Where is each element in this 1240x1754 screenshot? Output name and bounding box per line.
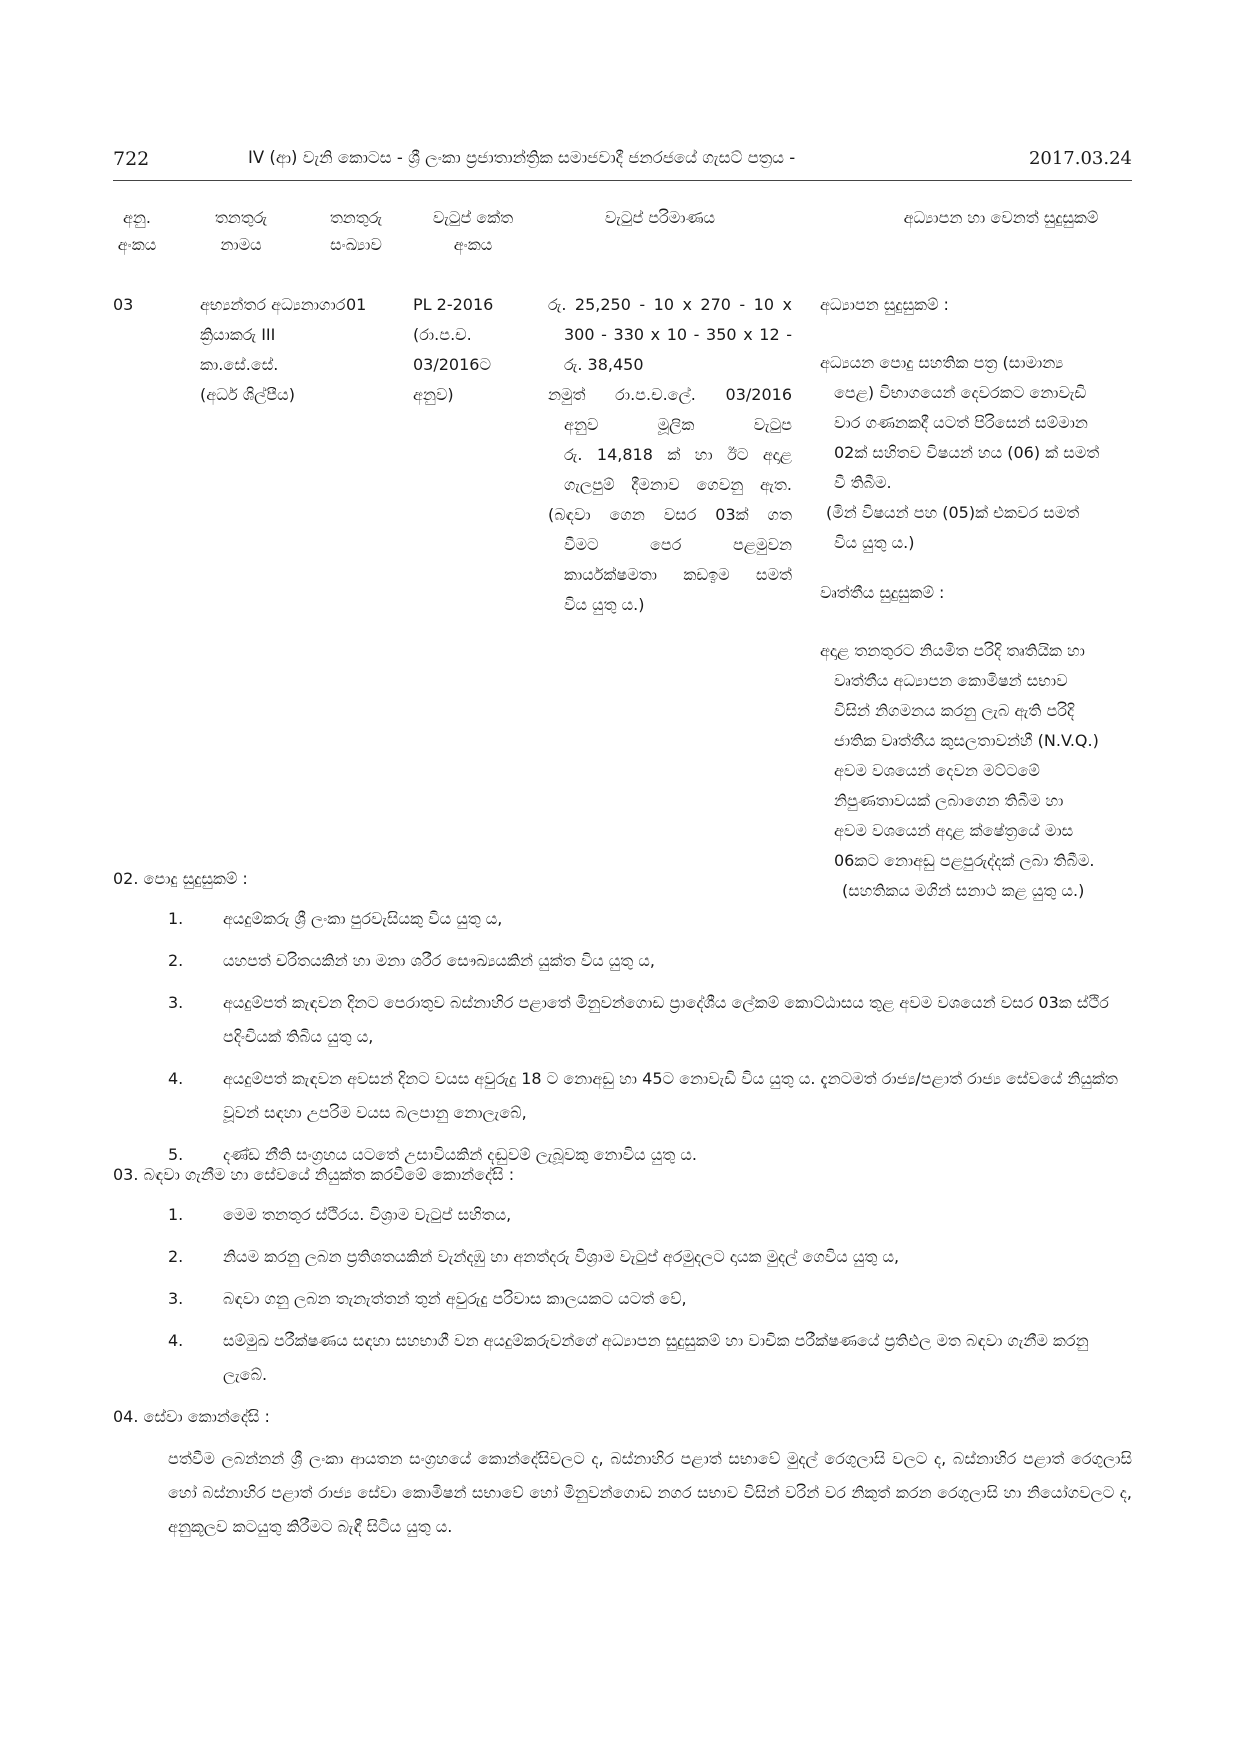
post-name-line: (අර්ධ ශිල්පීය) bbox=[200, 385, 295, 404]
edu-line: අධ්‍යයන පොදු සහතික පත්‍ර (සාමාන්‍ය bbox=[820, 353, 1064, 372]
item-number: 1. bbox=[168, 1205, 184, 1224]
list-item bbox=[113, 1282, 1132, 1316]
voc-line: (සහතිකය මගින් සනාථ කළ යුතු ය.) bbox=[842, 881, 1085, 900]
section-service-conditions bbox=[113, 1400, 1132, 1544]
salary-scale-line: රු. 25,250 - 10 x 270 - 10 x bbox=[548, 295, 792, 314]
spacer bbox=[820, 608, 1132, 636]
item-text: දණ්ඩ නීති සංග්‍රහය යටතේ උසාවියකින් දඬුවම් ලැබූවකු නොවිය යුතු ය. bbox=[223, 1145, 697, 1164]
salary-scale-line: කාර්යක්ෂමතා කඩඉම සමත් bbox=[564, 565, 792, 584]
item-text: අයදුම්පත් කැඳවන දිනට පෙරාතුව බස්නාහිර පළාතේ මිනුවන්ගොඩ ප්‍රාදේශීය ලේකම් කොට්ඨාසය තුළ අවම වශයෙන් වසර 03ක ස්ථිර පදිංචියක් තිබිය යුතු ය, bbox=[223, 993, 1109, 1046]
section-title: 02. පොදු සුදුසුකම් : bbox=[113, 869, 248, 888]
item-number: 3. bbox=[168, 1289, 184, 1308]
item-number: 4. bbox=[168, 1069, 184, 1088]
header-salary-scale bbox=[570, 204, 750, 231]
salary-scale-line: (බඳවා ගෙන වසර 03ක් ගත bbox=[548, 505, 792, 524]
item-number: 5. bbox=[168, 1145, 184, 1164]
header-qualifications bbox=[866, 204, 1136, 231]
salary-scale-line: අනුව මූලික වැටුප bbox=[564, 415, 792, 434]
voc-line: විසින් නිගමනය කරනු ලැබ ඇති පරිදි bbox=[834, 701, 1075, 720]
voc-line: 06කට නොඅඩු පළපුරුද්දක් ලබා තිබීම. bbox=[834, 851, 1095, 870]
salary-code-line: PL 2-2016 bbox=[413, 295, 494, 314]
voc-line: අවම වශයෙන් අදාළ ක්ෂේත්‍රයේ මාස bbox=[834, 821, 1074, 840]
item-number: 2. bbox=[168, 951, 184, 970]
header-serial-line2: අංකය bbox=[117, 235, 157, 254]
voc-line: වෘත්තීය අධ්‍යාපන කොමිෂන් සභාව bbox=[834, 671, 1068, 690]
salary-scale-line: රු. 14,818 ක් හා ඊට අදාළ bbox=[564, 445, 792, 464]
spacer bbox=[820, 320, 1132, 348]
list-item bbox=[113, 1198, 1132, 1232]
header-serial-line1: අනු. bbox=[123, 208, 151, 227]
item-number: 2. bbox=[168, 1247, 184, 1266]
item-text: අයදුම්පත් කැඳවන අවසන් දිනට වයස අවුරුදු 18 ට නොඅඩු හා 45ට නොවැඩි විය යුතු ය. දැනටමත් රාජ්‍ය/පළාත් රාජ්‍ය සේවයේ නියුක්ත වූවන් සඳහා උපරිම වයස බලපානු නොලැබේ, bbox=[223, 1069, 1118, 1122]
header-divider bbox=[113, 180, 1132, 181]
item-text: සම්මුඛ පරීක්ෂණය සඳහා සහභාගී වන අයදුම්කරුවන්ගේ අධ්‍යාපන සුදුසුකම් හා වාචික පරීක්ෂණයේ ප්‍රතිඵල මත බඳවා ගැනීම කරනු ලැබේ. bbox=[223, 1331, 1089, 1384]
header-qualifications-text: අධ්‍යාපන හා වෙනත් සුදුසුකම් bbox=[903, 208, 1099, 227]
edu-line: වාර ගණනකදී යටත් පිරිසෙන් සම්මාන bbox=[834, 413, 1088, 432]
section-general-qualifications bbox=[113, 862, 1132, 1180]
spacer bbox=[113, 1434, 1132, 1442]
salary-scale-line: ගැලපුම් දීමනාව ගෙවනු ඇත. bbox=[564, 475, 792, 494]
header-post-name-line1: තනතුරු bbox=[214, 208, 268, 227]
cell-post-name bbox=[200, 290, 345, 410]
cell-post-count: 01 bbox=[346, 295, 367, 314]
cell-salary-code bbox=[413, 290, 493, 410]
voc-qualifications-title: වෘත්තීය සුදුසුකම් : bbox=[820, 583, 945, 602]
item-text: අයදුම්කරු ශ්‍රී ලංකා පුරවැසියකු විය යුතු ය, bbox=[223, 909, 503, 928]
page-number: 722 bbox=[113, 148, 150, 170]
salary-code-line: අනුව) bbox=[413, 385, 454, 404]
item-text: බඳවා ගනු ලබන තැනැත්තන් තුන් අවුරුදු පරිවාස කාලයකට යටත් වේ, bbox=[223, 1289, 687, 1308]
item-text: මෙම තනතුර ස්ථිරය. විශ්‍රාම වැටුප් සහිතය, bbox=[223, 1205, 512, 1224]
voc-line: ජාතික වෘත්තීය කුසලතාවන්හී (N.V.Q.) bbox=[834, 731, 1099, 750]
service-conditions-text: පත්වීම ලබන්නන් ශ්‍රී ලංකා ආයතන සංග්‍රහයේ කොන්දේසිවලට ද, බස්නාහිර පළාත් සභාවේ මුදල් රෙගුලාසි වලට ද, බස්නාහිර පළාත් රෙගුලාසි හෝ බස්නාහිර පළාත් රාජ්‍ය සේවා කොමිෂන් සභාවේ හෝ මිනුවන්ගොඩ නගර සභාව විසින් වරින් වර නිකුත් කරන රෙගුලාසි හා නියෝගවලට ද, අනුකූලව කටයුතු කිරීමට බැඳී සිටිය යුතු ය. bbox=[168, 1449, 1132, 1536]
edu-line: විය යුතු ය.) bbox=[834, 533, 915, 552]
header-serial bbox=[108, 204, 166, 258]
spacer bbox=[820, 558, 1132, 578]
header-salary-code-line2: අංකය bbox=[453, 235, 493, 254]
salary-scale-line: විය යුතු ය.) bbox=[564, 595, 645, 614]
cell-salary-scale bbox=[548, 290, 792, 620]
header-post-count bbox=[316, 204, 396, 258]
list-item bbox=[113, 944, 1132, 978]
item-number: 3. bbox=[168, 993, 184, 1012]
header-salary-code bbox=[418, 204, 528, 258]
list-item bbox=[113, 1240, 1132, 1274]
header-salary-scale-text: වැටුප් පරිමාණය bbox=[604, 208, 716, 227]
header-post-name bbox=[200, 204, 282, 258]
header-salary-code-line1: වැටුප් කේත bbox=[432, 208, 514, 227]
salary-scale-line: නමුත් රා.ප.ච.ලේ. 03/2016 bbox=[548, 385, 792, 404]
section-title: 04. සේවා කොන්දේසි : bbox=[113, 1407, 270, 1426]
post-name-line: අභ්‍යන්තර අධ්‍යනාගාර bbox=[200, 295, 346, 314]
voc-line: නිපුණතාවයක් ලබාගෙන තිබීම හා bbox=[834, 791, 1064, 810]
voc-line: අවම වශයෙන් දෙවන මට්ටමේ bbox=[834, 761, 1040, 780]
edu-line: 02ක් සහිතව විෂයන් හය (06) ක් සමත් bbox=[834, 443, 1100, 462]
voc-line: අදාළ තනතුරට නියමිත පරිදි තෘතියික හා bbox=[820, 641, 1085, 660]
list-item bbox=[113, 986, 1132, 1054]
page-header bbox=[113, 148, 1132, 182]
salary-scale-line: රු. 38,450 bbox=[564, 355, 644, 374]
item-number: 1. bbox=[168, 909, 184, 928]
header-post-name-line2: නාමය bbox=[220, 235, 262, 254]
salary-code-line: 03/2016ට bbox=[413, 355, 491, 374]
edu-line: වී තිබීම. bbox=[834, 473, 892, 492]
list-item bbox=[113, 1062, 1132, 1130]
header-post-count-line2: සංඛ්‍යාව bbox=[330, 235, 382, 254]
post-name-line: කා.සේ.සේ. bbox=[200, 355, 279, 374]
edu-line: (මින් විෂයන් පහ (05)ක් එකවර සමත් bbox=[826, 503, 1080, 522]
item-text: යහපත් චරිතයකින් හා මනා ශරීර සෞඛ්‍යයකින් යුක්ත විය යුතු ය, bbox=[223, 951, 655, 970]
item-text: නියම කරනු ලබන ප්‍රතිශතයකින් වැන්දඹු හා අනත්දරු විශ්‍රාම වැටුප් අරමුදලට දායක මුදල් ගෙවිය යුතු ය, bbox=[223, 1247, 900, 1266]
salary-scale-line: 300 - 330 x 10 - 350 x 12 - bbox=[564, 325, 792, 344]
gazette-title: IV (ආ) වැනි කොටස - ශ්‍රී ලංකා ප්‍රජාතාන්ත්‍රික සමාජවාදී ජනරජයේ ගැසට් පත්‍රය - bbox=[248, 148, 796, 167]
edu-line: පෙළ) විභාගයෙන් දෙවරකට නොවැඩි bbox=[834, 383, 1087, 402]
cell-serial: 03 bbox=[113, 295, 134, 314]
section-title: 03. බඳවා ගැනීම හා සේවයේ නියුක්ත කරවීමේ කොන්දේසි : bbox=[113, 1165, 515, 1184]
cell-qualifications bbox=[820, 290, 1132, 906]
header-post-count-line1: තනතුරු bbox=[329, 208, 383, 227]
gazette-date: 2017.03.24 bbox=[1028, 148, 1132, 169]
post-name-line: ක්‍රියාකරු III bbox=[200, 325, 276, 344]
list-item bbox=[113, 902, 1132, 936]
salary-code-line: (රා.ප.ච. bbox=[413, 325, 472, 344]
list-item bbox=[113, 1324, 1132, 1392]
section-recruitment-conditions bbox=[113, 1158, 1132, 1400]
salary-scale-line: වීමට පෙර පළමුවන bbox=[564, 535, 792, 554]
edu-qualifications-title: අධ්‍යාපන සුදුසුකම් : bbox=[820, 295, 949, 314]
item-number: 4. bbox=[168, 1331, 184, 1350]
